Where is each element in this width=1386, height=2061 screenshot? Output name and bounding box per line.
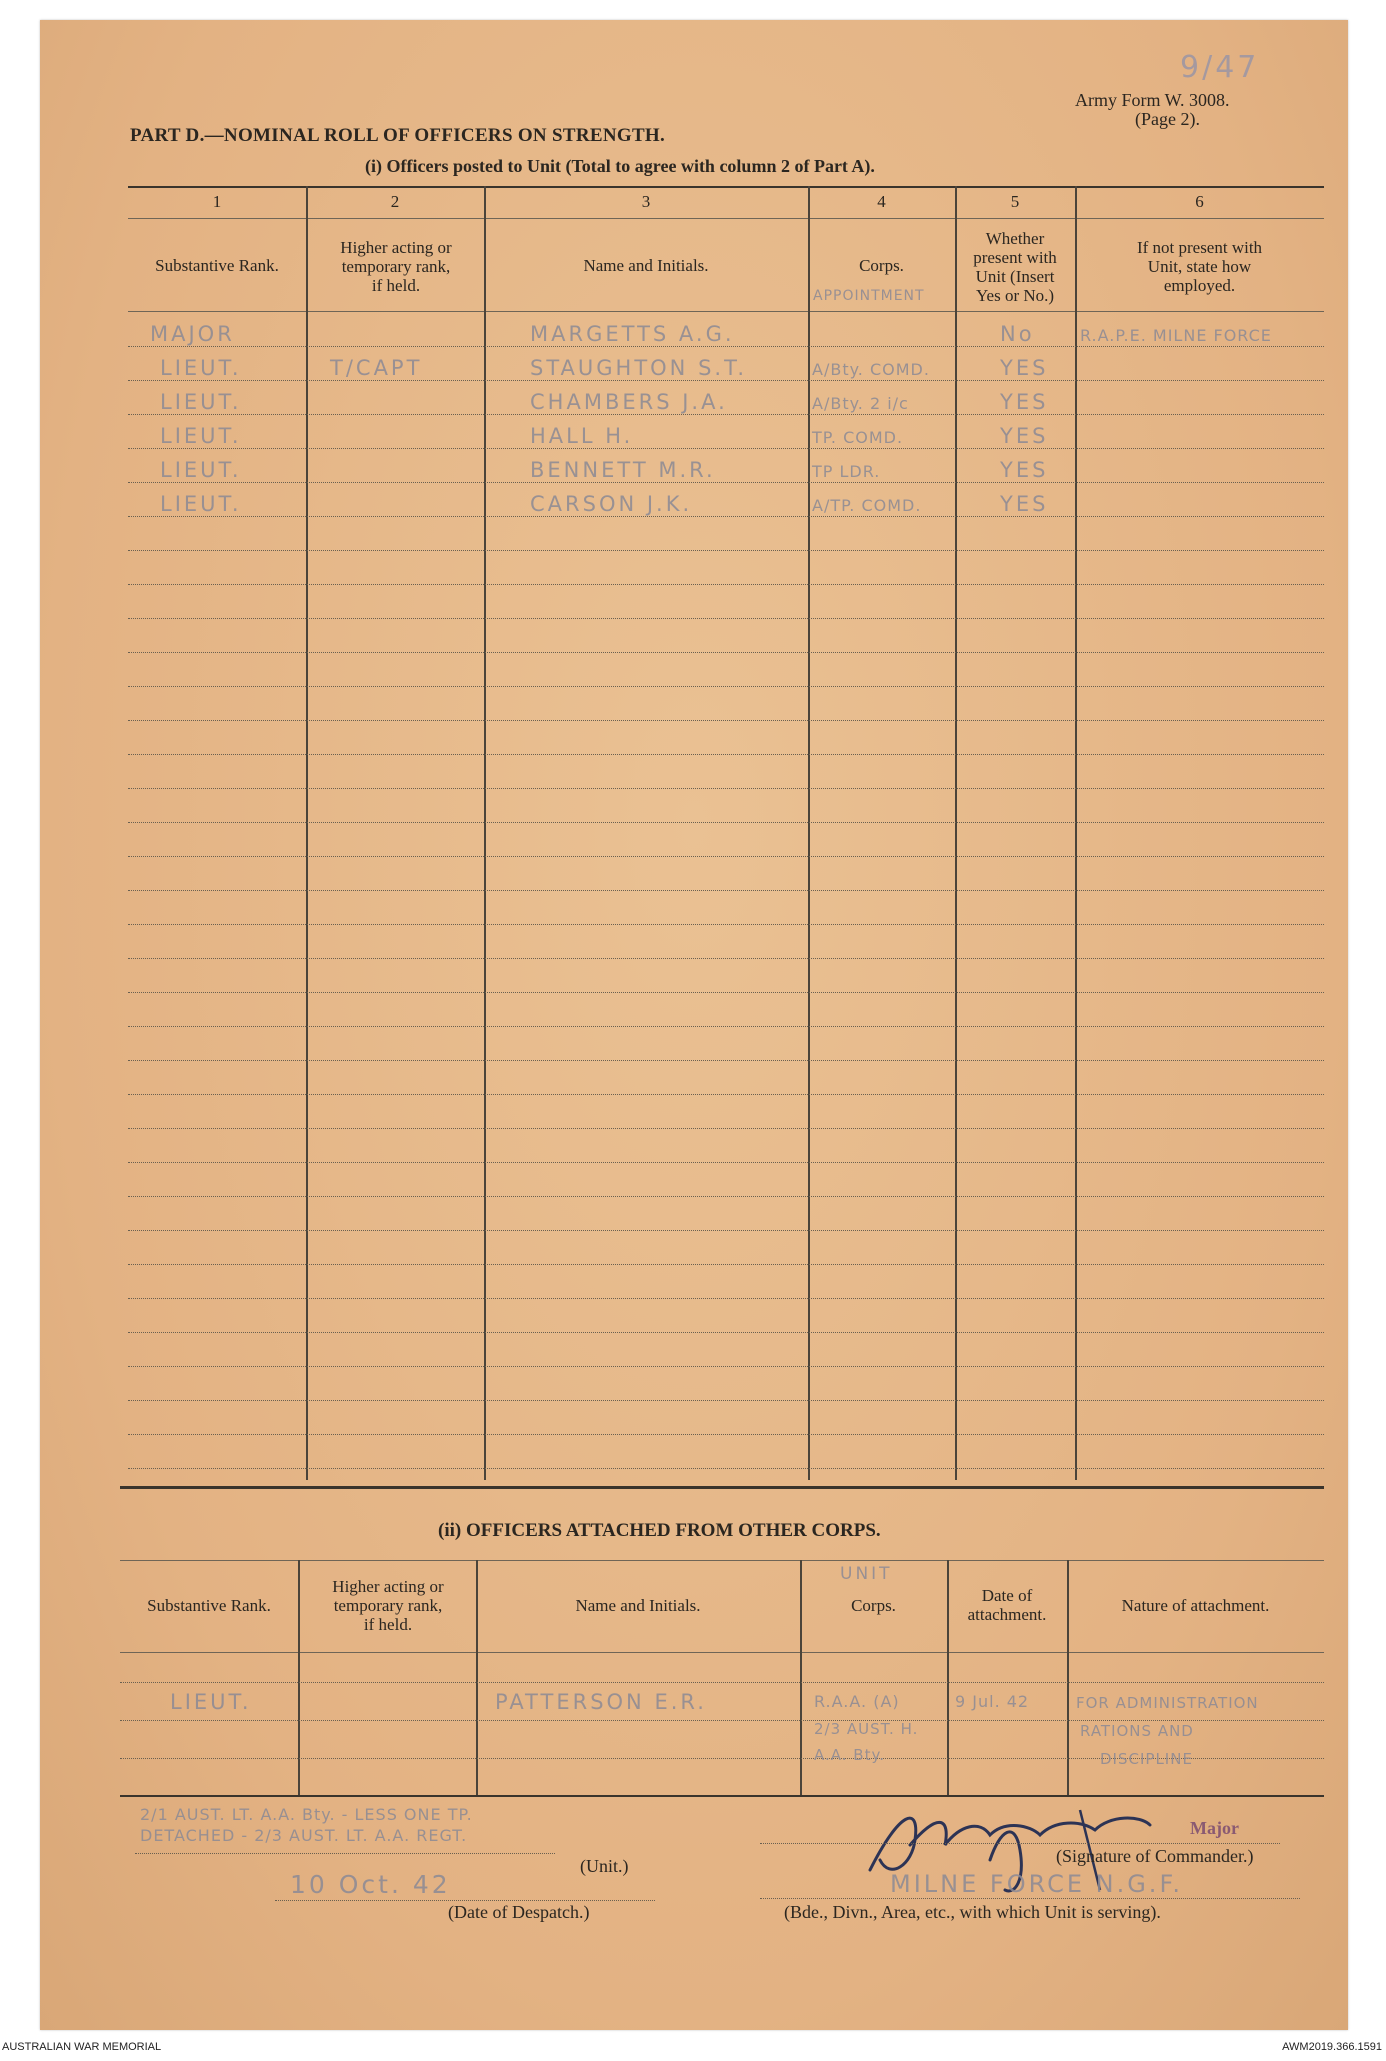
unit-handwritten-line-2: DETACHED - 2/3 AUST. LT. A.A. REGT. — [140, 1826, 468, 1845]
ii-header-acting-line-2: temporary rank, — [333, 1596, 443, 1615]
row-5-present: YES — [1000, 458, 1049, 482]
unit-handwritten-line-1: 2/1 AUST. LT. A.A. Bty. - LESS ONE TP. — [140, 1805, 473, 1824]
row-3-rank: LIEUT. — [160, 390, 242, 414]
row-rule — [128, 1434, 1324, 1435]
row-3-name: CHAMBERS J.A. — [530, 390, 728, 414]
ii-header-acting-rank — [300, 1577, 476, 1634]
ii-header-corps: Corps. — [851, 1596, 896, 1615]
ii-row-1-date: 9 Jul. 42 — [955, 1692, 1030, 1711]
row-rule — [128, 1026, 1324, 1027]
row-1-rank: MAJOR — [150, 322, 235, 346]
row-rule — [128, 686, 1324, 687]
header-acting-line-1: Higher acting or — [340, 238, 452, 257]
row-rule — [128, 380, 1324, 381]
row-rule — [128, 584, 1324, 585]
col-number-2: 2 — [390, 192, 400, 211]
row-rule — [128, 346, 1324, 347]
row-rule — [128, 1366, 1324, 1367]
header-corps-handwritten: APPOINTMENT — [813, 288, 925, 304]
date-handwritten: 10 Oct. 42 — [290, 1870, 451, 1899]
ii-header-date-line-1: Date of — [981, 1586, 1033, 1605]
ii-row-1-corps-line-1: R.A.A. (A) — [814, 1692, 900, 1711]
ii-row-1-nature-line-2: RATIONS AND — [1080, 1722, 1194, 1740]
row-2-name: STAUGHTON S.T. — [530, 356, 748, 380]
row-rule — [128, 1332, 1324, 1333]
row-2-rank: LIEUT. — [160, 356, 242, 380]
row-rule — [128, 414, 1324, 415]
ii-header-acting-line-1: Higher acting or — [332, 1577, 444, 1596]
row-4-present: YES — [1000, 424, 1049, 448]
row-rule — [128, 1298, 1324, 1299]
row-2-acting: T/CAPT — [330, 356, 423, 380]
row-rule — [128, 1468, 1324, 1469]
formation-handwritten: MILNE FORCE N.G.F. — [890, 1870, 1184, 1898]
row-rule — [128, 856, 1324, 857]
row-2-present: YES — [1000, 356, 1049, 380]
formation-label: (Bde., Divn., Area, etc., with which Unit is serving). — [784, 1902, 1161, 1922]
table-bottom-rule — [120, 1486, 1324, 1489]
header-present-with-unit — [955, 229, 1075, 305]
header-substantive-rank: Substantive Rank. — [155, 256, 279, 275]
row-5-corps: TP LDR. — [812, 462, 881, 481]
page-label: (Page 2). — [1135, 109, 1200, 129]
part-title: PART D.—NOMINAL ROLL OF OFFICERS ON STRENGTH. — [130, 125, 666, 146]
ii-header-corps-handwritten: UNIT — [840, 1564, 893, 1584]
header-present-line-3: Unit (Insert — [975, 267, 1055, 286]
header-corps: Corps. — [859, 256, 904, 275]
header-how-employed — [1075, 238, 1324, 295]
row-rule — [128, 1162, 1324, 1163]
header-employed-line-1: If not present with — [1136, 238, 1263, 257]
archive-name: AUSTRALIAN WAR MEMORIAL — [2, 2041, 162, 2053]
section-ii-title: (ii) OFFICERS ATTACHED FROM OTHER CORPS. — [438, 1520, 881, 1541]
header-employed-line-2: Unit, state how — [1147, 257, 1252, 276]
row-6-name: CARSON J.K. — [530, 492, 693, 516]
signature-label: (Signature of Commander.) — [1056, 1846, 1254, 1866]
header-present-line-1: Whether — [985, 229, 1045, 248]
ii-row-1-rank: LIEUT. — [170, 1690, 252, 1714]
col-number-3: 3 — [641, 192, 651, 211]
unit-label: (Unit.) — [580, 1856, 629, 1876]
row-rule — [120, 1682, 1324, 1683]
row-rule — [128, 516, 1324, 517]
row-4-corps: TP. COMD. — [812, 428, 904, 447]
row-rule — [128, 482, 1324, 483]
row-rule — [128, 550, 1324, 551]
row-rule — [128, 448, 1324, 449]
archive-caption-bar — [0, 2032, 1386, 2061]
row-rule — [128, 652, 1324, 653]
row-rule — [128, 1264, 1324, 1265]
row-4-rank: LIEUT. — [160, 424, 242, 448]
folio-number: 9/47 — [1180, 50, 1260, 85]
row-5-name: BENNETT M.R. — [530, 458, 716, 482]
row-2-corps: A/Bty. COMD. — [812, 360, 930, 379]
archive-accession-number: AWM2019.366.1591 — [1282, 2041, 1382, 2053]
col-number-6: 6 — [1195, 192, 1204, 211]
header-employed-line-3: employed. — [1163, 276, 1236, 295]
date-of-despatch-label: (Date of Despatch.) — [448, 1902, 590, 1922]
row-rule — [128, 890, 1324, 891]
ii-header-date-line-2: attachment. — [967, 1605, 1047, 1624]
row-1-name: MARGETTS A.G. — [530, 322, 735, 346]
row-5-rank: LIEUT. — [160, 458, 242, 482]
col-number-4: 4 — [877, 192, 886, 211]
row-rule — [128, 788, 1324, 789]
form-sheet — [40, 20, 1348, 2030]
row-rule — [128, 1060, 1324, 1061]
header-present-line-4: Yes or No.) — [975, 286, 1055, 305]
row-rule — [120, 1720, 1324, 1721]
row-3-present: YES — [1000, 390, 1049, 414]
row-rule — [128, 992, 1324, 993]
rank-stamp: Major — [1190, 1818, 1239, 1838]
ii-row-1-nature-line-3: DISCIPLINE — [1100, 1750, 1193, 1768]
row-1-employed: R.A.P.E. MILNE FORCE — [1080, 326, 1272, 345]
ii-row-1-name: PATTERSON E.R. — [495, 1690, 707, 1714]
signature-dotted-line — [760, 1843, 1280, 1844]
ii-header-acting-line-3: if held. — [363, 1615, 413, 1634]
row-1-present: No — [1000, 322, 1035, 346]
row-rule — [128, 618, 1324, 619]
col-number-1: 1 — [212, 192, 222, 211]
ii-header-substantive-rank: Substantive Rank. — [147, 1596, 271, 1615]
ii-row-1-corps-line-3: A.A. Bty. — [814, 1746, 885, 1764]
row-6-present: YES — [1000, 492, 1049, 516]
ii-header-date-attachment — [947, 1586, 1067, 1624]
formation-dotted-line — [760, 1898, 1300, 1899]
ii-row-1-nature-line-1: FOR ADMINISTRATION — [1076, 1694, 1259, 1712]
row-3-corps: A/Bty. 2 i/c — [812, 394, 909, 413]
row-rule — [128, 1230, 1324, 1231]
row-6-rank: LIEUT. — [160, 492, 242, 516]
row-rule — [128, 720, 1324, 721]
section-i-title: (i) Officers posted to Unit (Total to agree with column 2 of Part A). — [365, 156, 875, 176]
header-name-initials: Name and Initials. — [583, 256, 709, 275]
row-rule — [128, 958, 1324, 959]
unit-dotted-line — [135, 1853, 555, 1854]
row-rule — [128, 754, 1324, 755]
row-rule — [128, 822, 1324, 823]
table-ii-top-rule — [120, 1560, 1324, 1561]
ii-header-name-initials: Name and Initials. — [575, 1596, 701, 1615]
row-rule — [128, 1196, 1324, 1197]
row-6-corps: A/TP. COMD. — [812, 496, 922, 515]
header-acting-rank — [308, 238, 484, 295]
form-number: Army Form W. 3008. — [1075, 90, 1230, 110]
table-ii-header-rule — [120, 1652, 1324, 1653]
row-rule — [128, 1094, 1324, 1095]
col-number-5: 5 — [1010, 192, 1020, 211]
row-rule — [128, 924, 1324, 925]
row-rule — [128, 1128, 1324, 1129]
row-4-name: HALL H. — [530, 424, 634, 448]
header-acting-line-2: temporary rank, — [341, 257, 451, 276]
ii-row-1-corps-line-2: 2/3 AUST. H. — [814, 1720, 919, 1738]
header-present-line-2: present with — [973, 248, 1057, 267]
date-dotted-line — [275, 1900, 655, 1901]
row-rule — [128, 1400, 1324, 1401]
ii-header-nature-attachment: Nature of attachment. — [1121, 1596, 1270, 1615]
header-acting-line-3: if held. — [371, 276, 421, 295]
